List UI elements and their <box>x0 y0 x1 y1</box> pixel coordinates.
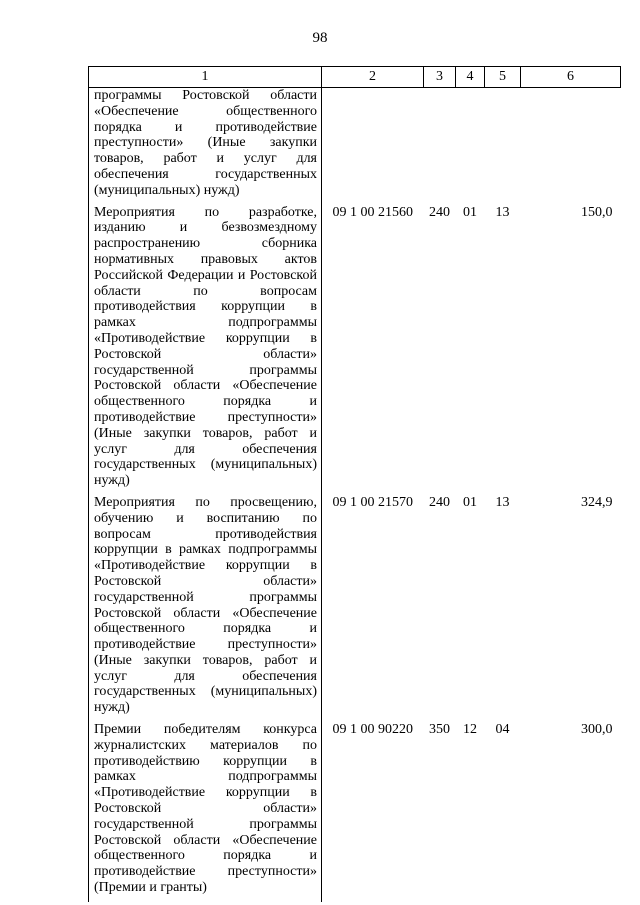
row-name: Мероприятия по разработке, изданию и безвозмездному распространению сборника нормативных правовых актов Российской Федерации и Ростовской области по вопросам противодействия коррупции в рамках подпрограммы «Противодействие коррупции в Ростовской области» государственной программы Ростовской области «Обеспечение общественного порядка и противодействие преступности» (Иные закупки товаров, работ и услуг для обеспечения государственных (муниципальных) нужд) <box>89 205 322 495</box>
header-col-1: 1 <box>89 67 322 88</box>
row-subsection: 04 <box>495 722 510 738</box>
row-target-code: 09 1 00 21570 <box>332 494 413 510</box>
row-expense-type: 240 <box>429 494 450 510</box>
row-expense-type: 350 <box>429 722 450 738</box>
row-target-code <box>322 88 424 205</box>
row-amount: 150,0 <box>581 204 613 220</box>
header-col-2: 2 <box>322 67 424 88</box>
row-name: программы Ростовской области «Обеспечение общественного порядка и противодействие преступности» (Иные закупки товаров, работ и услуг для обеспечения государственных (муниципальных) нужд) <box>89 88 322 205</box>
row-section: 01 <box>463 204 477 220</box>
page-number: 98 <box>312 30 328 46</box>
row-amount: 300,0 <box>581 722 613 738</box>
row-expense-type <box>424 88 456 205</box>
row-subsection <box>485 88 521 205</box>
table-row <box>89 722 621 902</box>
header-col-5: 5 <box>485 67 521 88</box>
row-section: 01 <box>463 494 477 510</box>
header-col-4: 4 <box>456 67 485 88</box>
row-subsection: 13 <box>495 204 510 220</box>
header-col-6: 6 <box>521 67 621 88</box>
row-subsection: 13 <box>495 494 510 510</box>
row-name: Премии победителям конкурса журналистских материалов по противодействию коррупции в рамках подпрограммы «Противодействие коррупции в Ростовской области» государственной программы Ростовской области «Обеспечение общественного порядка и противодействие преступности» (Премии и гранты) <box>89 722 322 902</box>
row-amount <box>521 88 621 205</box>
row-section <box>456 88 485 205</box>
row-expense-type: 240 <box>429 204 450 220</box>
table-row <box>89 205 621 495</box>
table-header-row <box>89 67 621 88</box>
budget-table <box>88 66 621 902</box>
row-amount: 324,9 <box>581 494 613 510</box>
row-name: Мероприятия по просвещению, обучению и воспитанию по вопросам противодействия коррупции в рамках подпрограммы «Противодействие коррупции в Ростовской области» государственной программы Ростовской области «Обеспечение общественного порядка и противодействие преступности» (Иные закупки товаров, работ и услуг для обеспечения государственных (муниципальных) нужд) <box>89 495 322 722</box>
row-target-code: 09 1 00 21560 <box>332 204 413 220</box>
header-col-3: 3 <box>424 67 456 88</box>
table-row <box>89 88 621 205</box>
row-section: 12 <box>463 722 477 738</box>
row-target-code: 09 1 00 90220 <box>332 722 413 738</box>
table-row <box>89 495 621 722</box>
